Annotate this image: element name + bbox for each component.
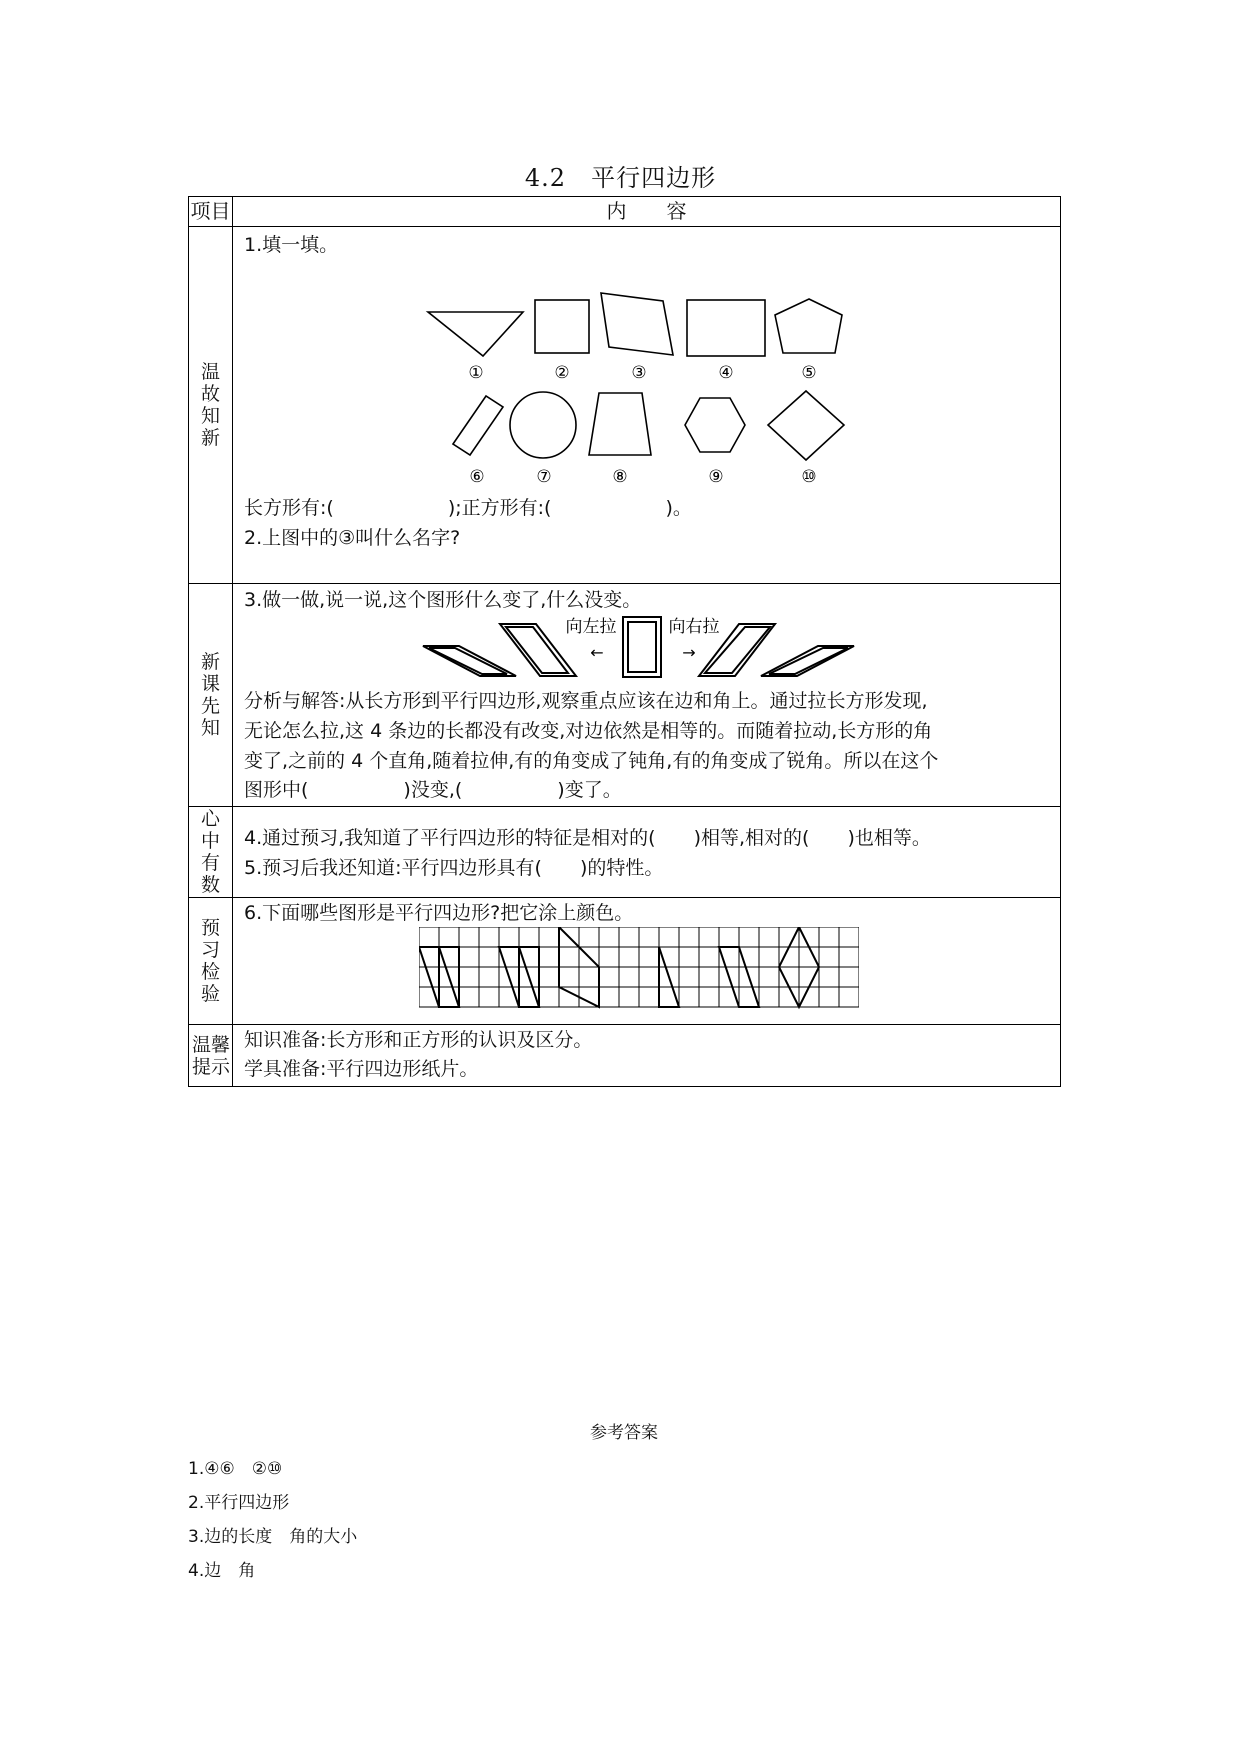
row-label-new-lesson: 新课先知 [189,584,233,807]
pull-right-arrow: → [682,643,696,662]
question-5: 5.预习后我还知道:平行四边形具有( )的特性。 [244,857,664,879]
analysis-line-2: 无论怎么拉,这 4 条边的长都没有改变,对边依然是相等的。而随着拉动,长方形的角 [244,720,933,742]
row-tips [189,1025,1061,1087]
grid-shapes-figure [419,927,859,1025]
answer-2: 2.平行四边形 [188,1493,290,1513]
shape-label-9: ⑨ [708,467,724,487]
table-header-row [189,197,1061,227]
shape-label-7: ⑦ [536,467,552,487]
shape-label-5: ⑤ [801,363,817,383]
question-2: 2.上图中的③叫什么名字? [244,527,461,549]
row-label-review: 温故知新 [189,227,233,584]
question-6: 6.下面哪些图形是平行四边形?把它涂上颜色。 [244,902,634,924]
tip-materials: 学具准备:平行四边形纸片。 [244,1058,479,1080]
shape-trapezoid-irregular [601,293,673,355]
row-content-new-lesson [233,584,1061,807]
answer-heading: 参考答案 [590,1423,658,1443]
answer-4: 4.边 角 [188,1561,256,1581]
pull-left-arrow: ← [590,643,604,662]
grid-shape-6 [659,947,679,1007]
row-label-tips: 温馨提示 [189,1025,233,1087]
pull-right-label: 向右拉 [668,617,720,637]
page-title: 4.2 平行四边形 [524,164,717,192]
question-3: 3.做一做,说一说,这个图形什么变了,什么没变。 [244,589,642,611]
shape-label-2: ② [554,363,570,383]
header-content: 内容 [233,197,1061,227]
analysis-line-3: 变了,之前的 4 个直角,随着拉伸,有的角变成了钝角,有的角变成了锐角。所以在这个 [244,750,939,772]
shapes-figure [233,261,1033,501]
row-label-check: 预习检验 [189,898,233,1025]
row-review [189,227,1061,584]
analysis-line-1: 分析与解答:从长方形到平行四边形,观察重点应该在边和角上。通过拉长方形发现, [244,690,928,712]
tip-knowledge: 知识准备:长方形和正方形的认识及区分。 [244,1029,593,1051]
row-content-check [233,898,1061,1025]
shape-label-1: ① [468,363,484,383]
shape-label-3: ③ [631,363,647,383]
row-content-in-mind [233,807,1061,898]
fill-in-rect-square: 长方形有:( );正方形有:( )。 [244,497,692,519]
frame-right-2 [761,646,854,676]
row-check [189,898,1061,1025]
answer-1: 1.④⑥ ②⑩ [188,1459,283,1479]
shape-label-10: ⑩ [801,467,817,487]
shape-rectangle [687,300,765,356]
row-new-lesson [189,584,1061,807]
analysis-line-4: 图形中( )没变,( )变了。 [244,779,622,801]
shape-rhombus [768,391,844,460]
shape-hexagon [685,398,745,452]
answer-3: 3.边的长度 角的大小 [188,1527,358,1547]
row-in-mind [189,807,1061,898]
header-label: 项目 [189,197,233,227]
shape-square [535,300,589,353]
preview-table [188,196,1061,1087]
shape-label-6: ⑥ [469,467,485,487]
shape-label-8: ⑧ [612,467,628,487]
question-4: 4.通过预习,我知道了平行四边形的特征是相对的( )相等,相对的( )也相等。 [244,827,931,849]
row-content-review [233,227,1061,584]
shape-triangle [428,312,523,356]
shape-trapezoid [589,393,651,455]
question-1: 1.填一填。 [244,234,339,256]
shape-pentagon [775,299,842,353]
pull-left-label: 向左拉 [565,617,617,637]
row-label-in-mind: 心中有数 [189,807,233,898]
row-content-tips [233,1025,1061,1087]
shape-parallelogram-tilted [453,396,503,455]
shape-circle [510,392,576,458]
stick-frames-figure [233,614,1033,684]
shape-label-4: ④ [718,363,734,383]
frame-left-2 [423,646,516,676]
frame-center [623,617,661,677]
